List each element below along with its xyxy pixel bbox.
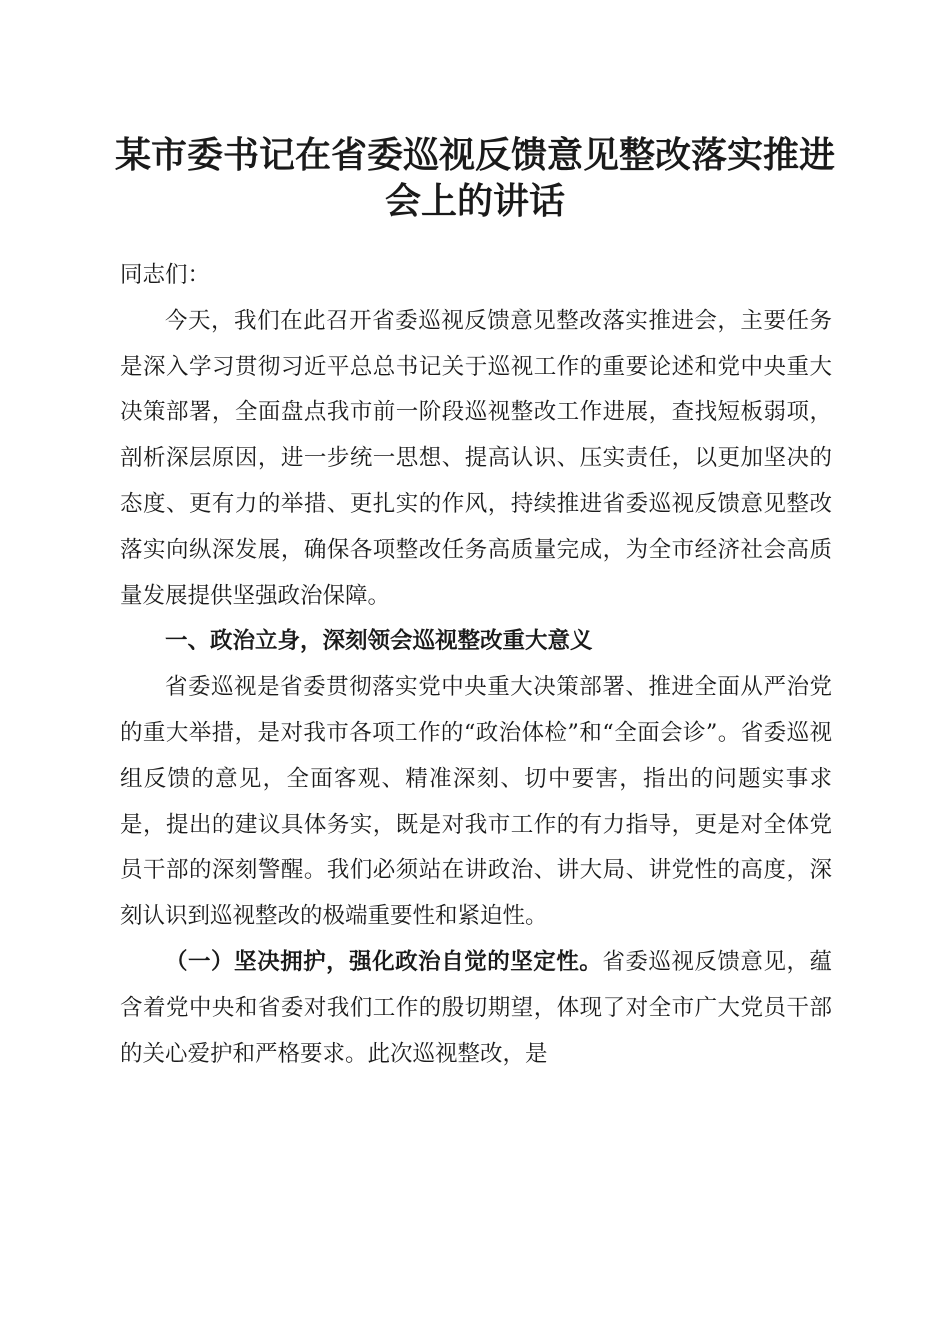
title-line-2: 会上的讲话 xyxy=(384,180,565,222)
subsection-1-text: 省委巡视反馈意见，蕴含着党中央和省委对我们工作的殷切期望，体现了对全市广大党员干部的关心爱护和严格要求。此次巡视整改，是 xyxy=(120,948,832,1067)
intro-paragraph: 今天，我们在此召开省委巡视反馈意见整改落实推进会，主要任务是深入学习贯彻习近平总总书记关于巡视工作的重要论述和党中央重大决策部署，全面盘点我市前一阶段巡视整改工作进展，查找短板弱项，剖析深层原因，进一步统一思想、提高认识、压实责任，以更加坚决的态度、更有力的举措、更扎实的作风，持续推进省委巡视反馈意见整改落实向纵深发展，确保各项整改任务高质量完成，为全市经济社会高质量发展提供坚强政治保障。 xyxy=(120,307,832,609)
section-heading-1: 一、政治立身，深刻领会巡视整改重大意义 xyxy=(165,628,593,655)
document-body xyxy=(120,253,832,1077)
salutation: 同志们： xyxy=(120,262,211,288)
section-1-paragraph: 省委巡视是省委贯彻落实党中央重大决策部署、推进全面从严治党的重大举措，是对我市各项工作的“政治体检”和“全面会诊”。省委巡视组反馈的意见，全面客观、精准深刻、切中要害，指出的问题实事求是，提出的建议具体务实，既是对我市工作的有力指导，更是对全体党员干部的深刻警醒。我们必须站在讲政治、讲大局、讲党性的高度，深刻认识到巡视整改的极端重要性和紧迫性。 xyxy=(120,674,832,930)
title-line-1: 某市委书记在省委巡视反馈意见整改落实推进 xyxy=(114,134,835,176)
subsection-1-paragraph xyxy=(120,940,832,1077)
subsection-1-lead: （一）坚决拥护，强化政治自觉的坚定性。 xyxy=(165,948,603,975)
document-title xyxy=(100,132,850,224)
